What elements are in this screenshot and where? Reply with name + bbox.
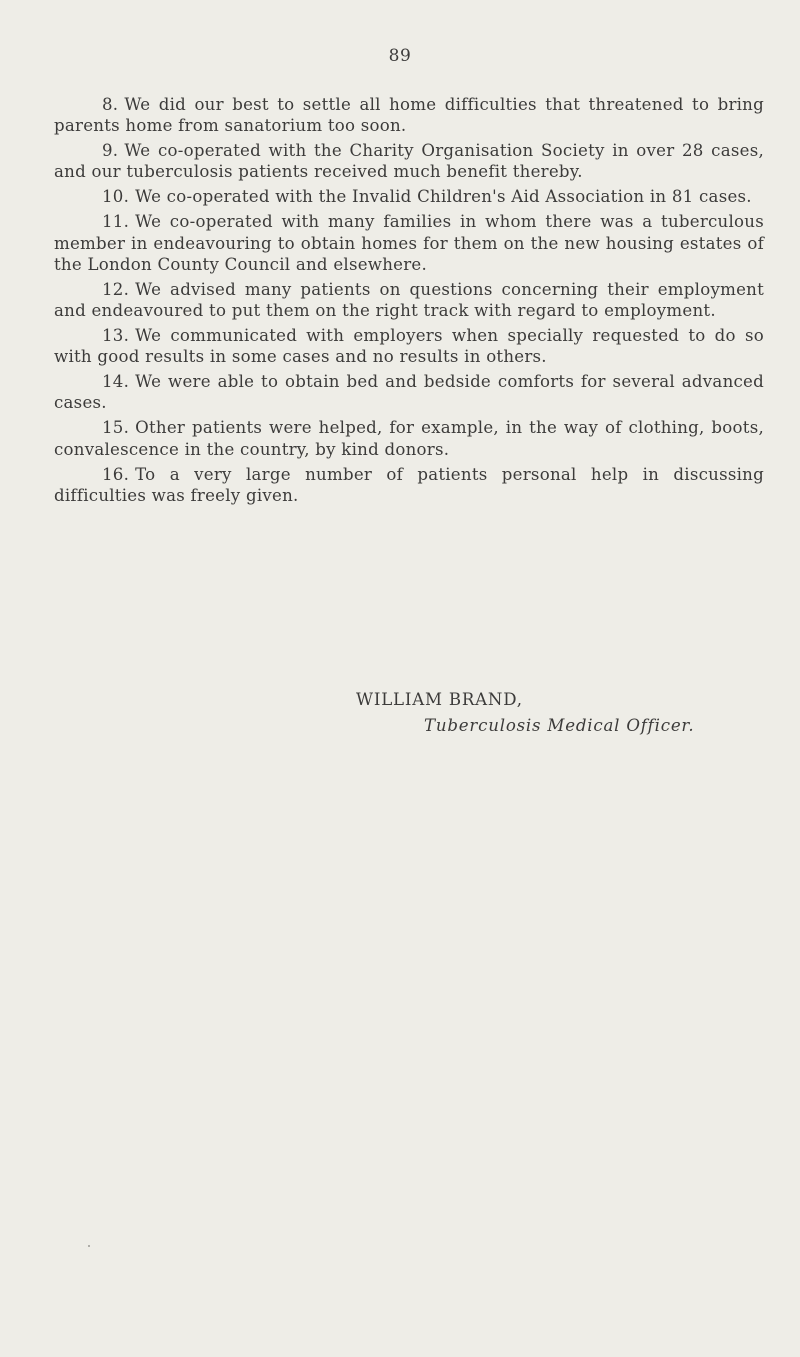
item-text: We communicated with employers when specially requested to do so with good results in some cases and no results in others. xyxy=(54,325,764,367)
item-text: We co-operated with many families in whom there was a tuberculous member in endeavouring to obtain homes for them on the new housing estates of the London County Council and elsewhere. xyxy=(54,212,764,274)
list-item xyxy=(54,417,764,460)
item-number: 13. xyxy=(102,325,130,345)
item-number: 15. xyxy=(102,418,130,438)
list-item xyxy=(54,464,764,507)
item-number: 10. xyxy=(102,187,130,207)
item-number: 9. xyxy=(102,141,119,161)
item-text: We co-operated with the Invalid Children's Aid Association in 81 cases. xyxy=(135,187,752,207)
item-text: We were able to obtain bed and bedside comforts for several advanced cases. xyxy=(54,372,764,413)
numbered-list xyxy=(54,94,764,510)
item-number: 11. xyxy=(102,212,130,232)
list-item xyxy=(54,279,764,322)
list-item xyxy=(54,325,764,368)
item-text: To a very large number of patients personal help in discussing difficulties was freely given. xyxy=(54,464,764,505)
list-item xyxy=(54,371,764,414)
signatory-title: Tuberculosis Medical Officer. xyxy=(424,716,695,735)
item-text: Other patients were helped, for example, in the way of clothing, boots, convalescence in the country, by kind donors. xyxy=(54,418,764,459)
item-text: We advised many patients on questions concerning their employment and endeavoured to put them on the right track with regard to employment. xyxy=(54,279,764,321)
item-number: 8. xyxy=(102,95,119,114)
item-number: 12. xyxy=(102,279,130,299)
list-item xyxy=(54,140,764,183)
paper-speck xyxy=(88,1245,90,1247)
item-text: We co-operated with the Charity Organisation Society in over 28 cases, and our tuberculosis patients received much benefit thereby. xyxy=(54,141,764,182)
item-number: 16. xyxy=(102,464,130,484)
page-number: 89 xyxy=(388,46,412,66)
list-item xyxy=(54,94,764,137)
list-item xyxy=(54,211,764,275)
signatory-name: WILLIAM BRAND, xyxy=(356,690,523,709)
item-number: 14. xyxy=(102,372,130,392)
item-text: We did our best to settle all home difficulties that threatened to bring parents home from sanatorium too soon. xyxy=(54,95,764,136)
list-item xyxy=(54,186,764,207)
